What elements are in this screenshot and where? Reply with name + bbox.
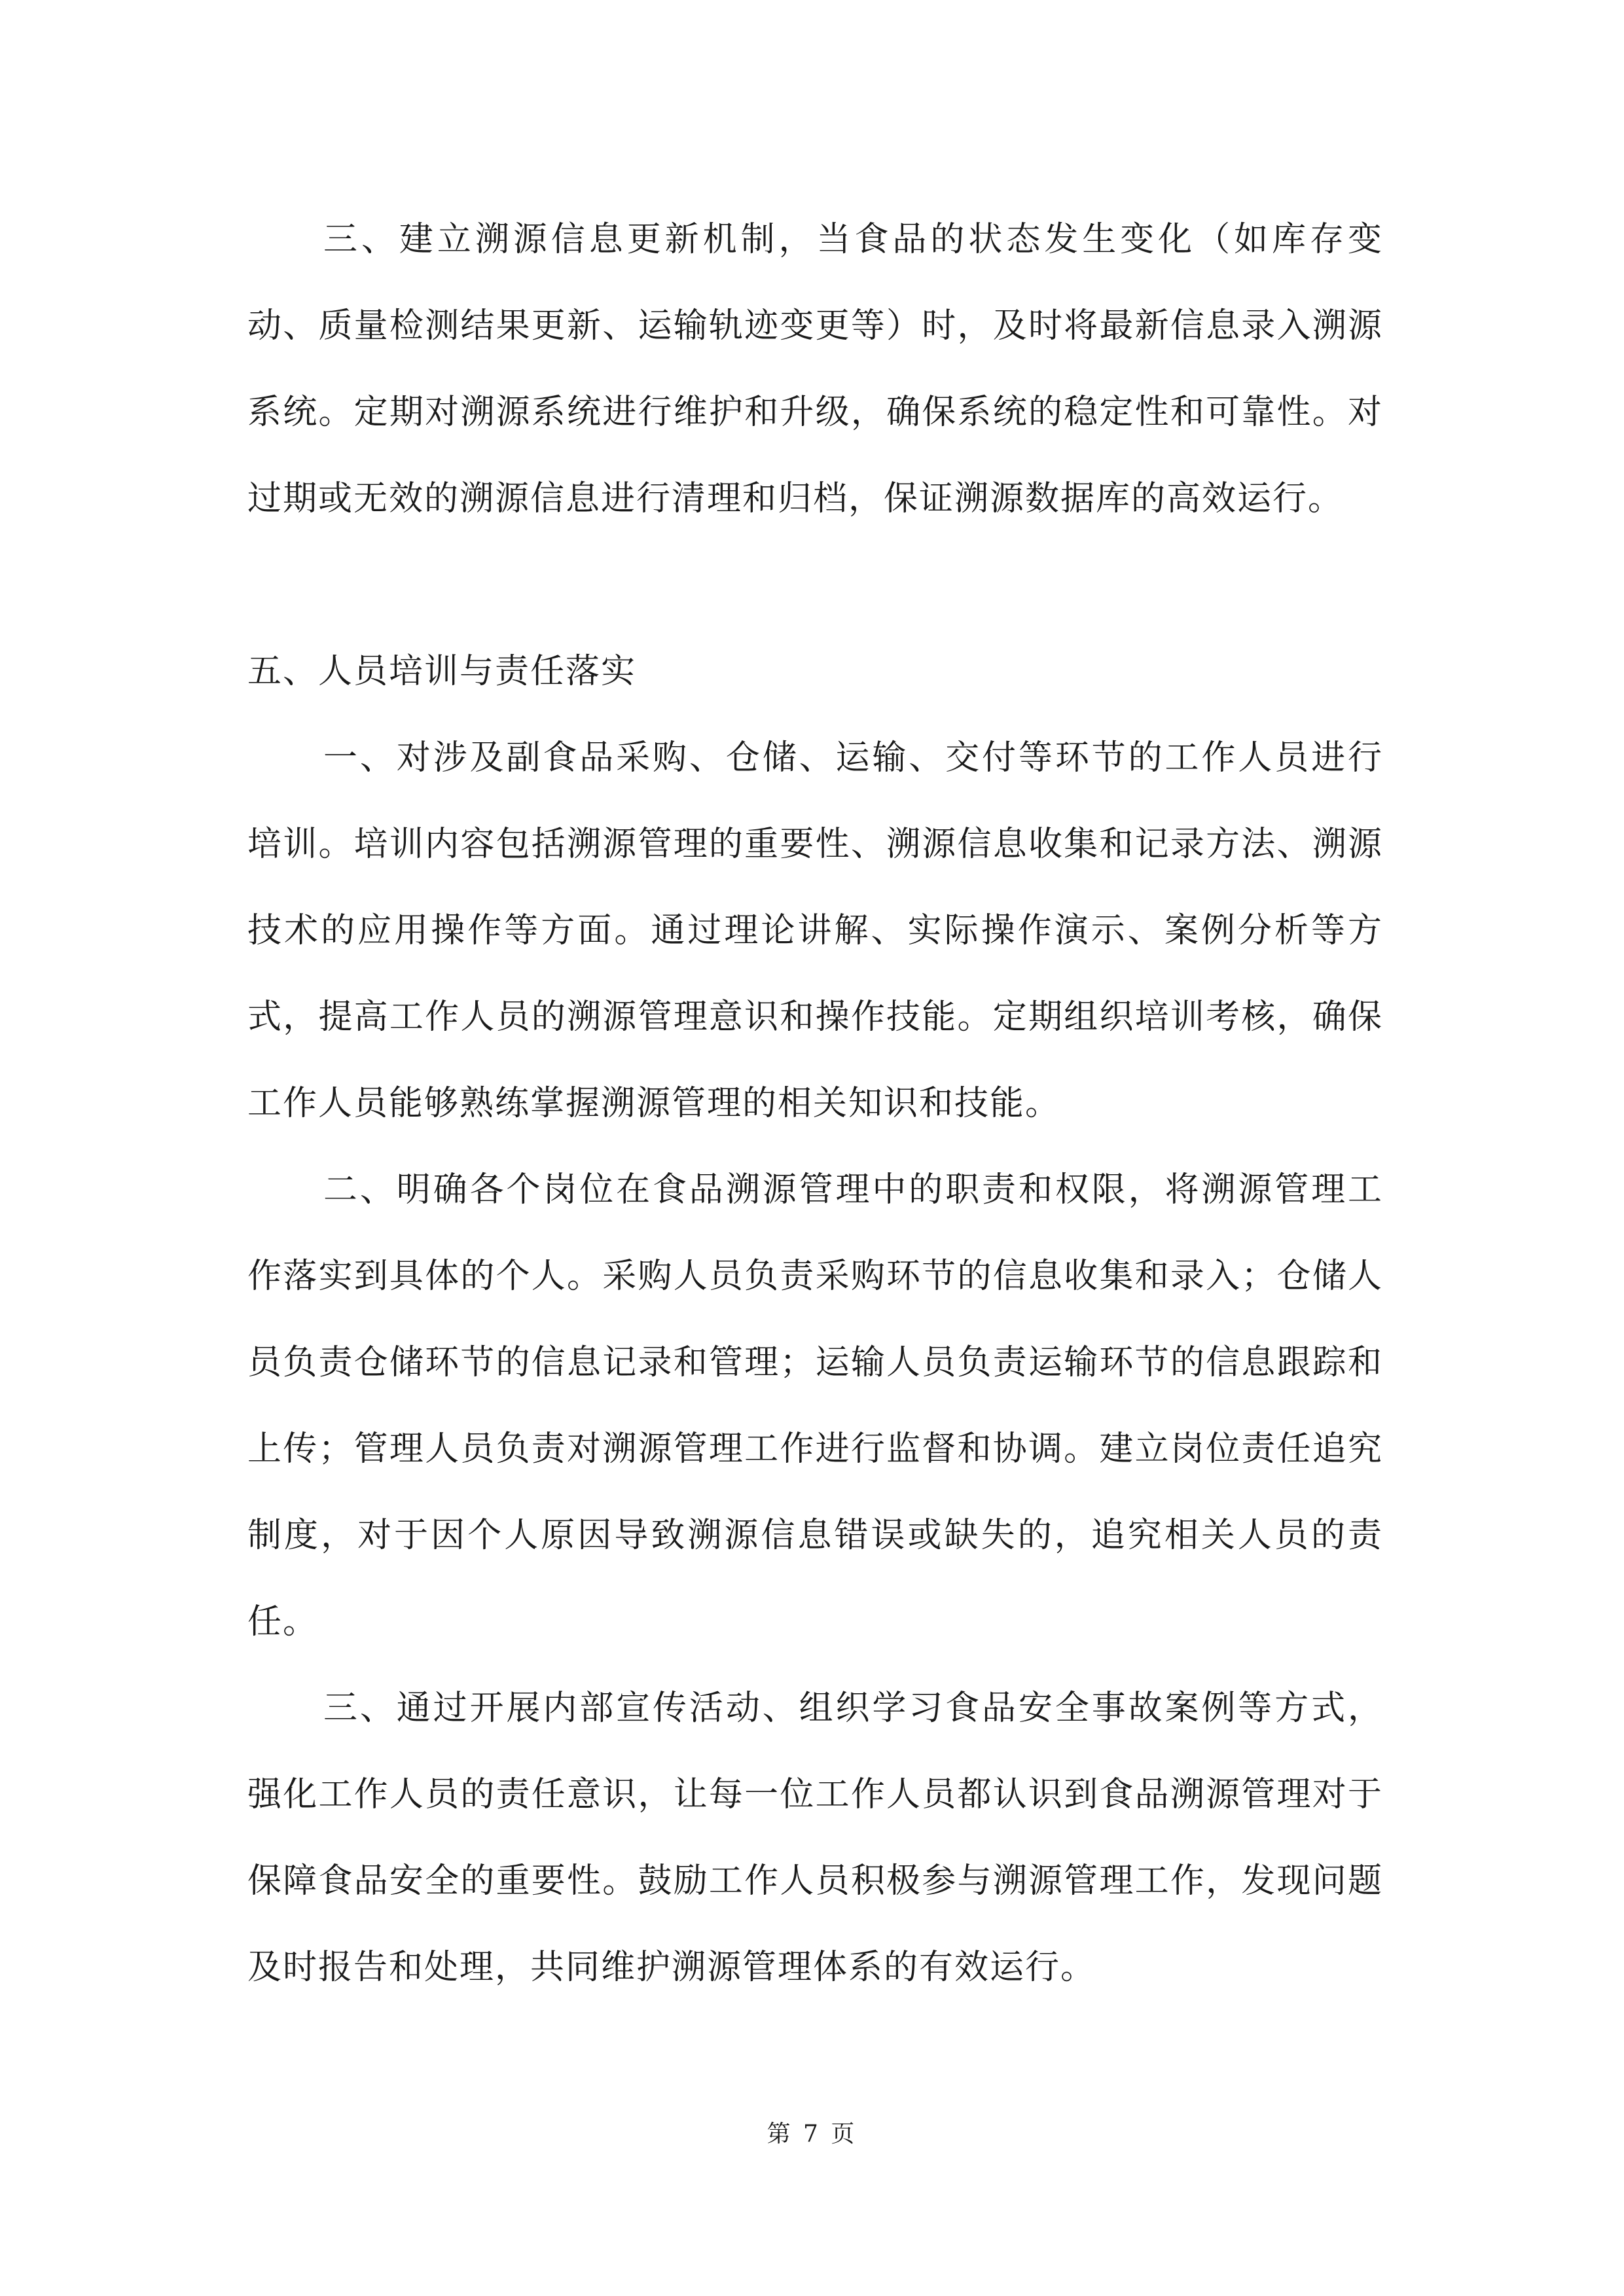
paragraph-awareness: 三、通过开展内部宣传活动、组织学习食品安全事故案例等方式，强化工作人员的责任意识，让每一位工作人员都认识到食品溯源管理对于保障食品安全的重要性。鼓励工作人员积极参与溯源管理工作，发现问题及时报告和处理，共同维护溯源管理体系的有效运行。 [247, 1689, 1383, 1987]
document-body [247, 196, 1383, 2011]
paragraph-responsibilities: 二、明确各个岗位在食品溯源管理中的职责和权限，将溯源管理工作落实到具体的个人。采购人员负责采购环节的信息收集和录入；仓储人员负责仓储环节的信息记录和管理；运输人员负责运输环节的信息跟踪和上传；管理人员负责对溯源管理工作进行监督和协调。建立岗位责任追究制度，对于因个人原因导致溯源信息错误或缺失的，追究相关人员的责任。 [247, 1170, 1383, 1641]
section-heading-training: 五、人员培训与责任落实 [247, 652, 637, 691]
paragraph-staff-training: 一、对涉及副食品采购、仓储、运输、交付等环节的工作人员进行培训。培训内容包括溯源管理的重要性、溯源信息收集和记录方法、溯源技术的应用操作等方面。通过理论讲解、实际操作演示、案例分析等方式，提高工作人员的溯源管理意识和操作技能。定期组织培训考核，确保工作人员能够熟练掌握溯源管理的相关知识和技能。 [247, 738, 1383, 1123]
paragraph-update-mechanism: 三、建立溯源信息更新机制，当食品的状态发生变化（如库存变动、质量检测结果更新、运输轨迹变更等）时，及时将最新信息录入溯源系统。定期对溯源系统进行维护和升级，确保系统的稳定性和可靠性。对过期或无效的溯源信息进行清理和归档，保证溯源数据库的高效运行。 [247, 220, 1383, 518]
page-number: 第 7 页 [767, 2121, 857, 2147]
